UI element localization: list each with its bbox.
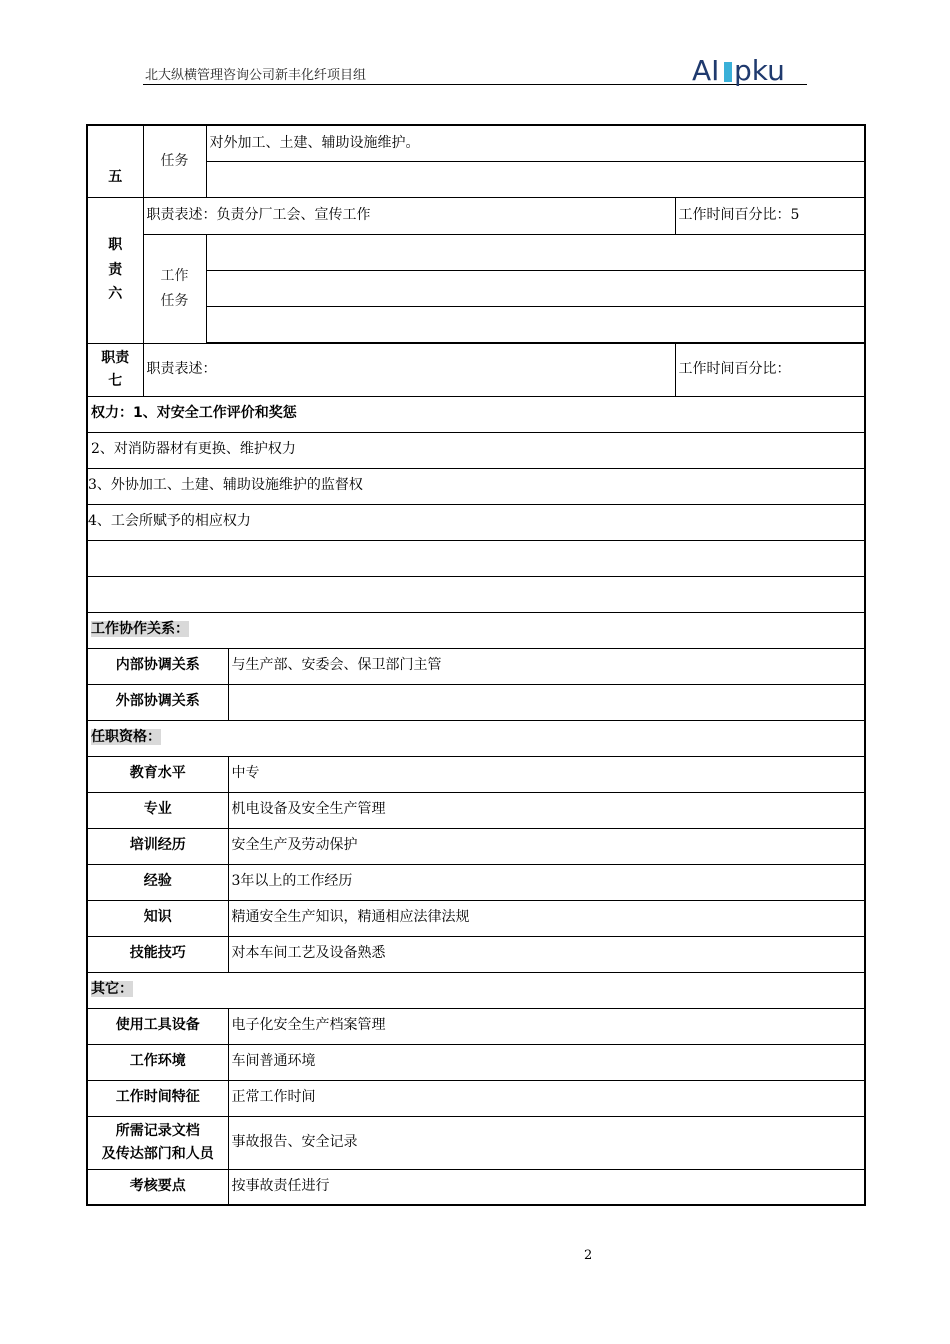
- duty6-desc: 职责表述：负责分厂工会、宣传工作: [143, 197, 675, 234]
- authority-empty-1: [87, 540, 865, 576]
- qual-value-skills: 对本车间工艺及设备熟悉: [228, 936, 865, 972]
- qual-label-major: 专业: [87, 792, 228, 828]
- duty5-task-line2: [206, 161, 865, 197]
- qual-label-knowledge: 知识: [87, 900, 228, 936]
- other-title: [87, 972, 865, 1008]
- page-number: 2: [584, 1248, 593, 1263]
- qual-value-training: 安全生产及劳动保护: [228, 828, 865, 864]
- duty6-label: 职 责 六: [87, 197, 143, 343]
- relations-label-external: 外部协调关系: [87, 684, 228, 720]
- duty5-label: 五: [87, 125, 143, 197]
- duty6-task-line1: [206, 234, 865, 270]
- qual-label-education: 教育水平: [87, 756, 228, 792]
- qual-value-education: 中专: [228, 756, 865, 792]
- qual-label-skills: 技能技巧: [87, 936, 228, 972]
- other-label-assessment: 考核要点: [87, 1169, 228, 1205]
- duty5-task-label: 任务: [143, 125, 206, 197]
- other-value-records: 事故报告、安全记录: [228, 1116, 865, 1169]
- other-value-tools: 电子化安全生产档案管理: [228, 1008, 865, 1044]
- authority-empty-2: [87, 576, 865, 612]
- other-label-records: 所需记录文档 及传达部门和人员: [87, 1116, 228, 1169]
- other-label-worktime: 工作时间特征: [87, 1080, 228, 1116]
- duty7-desc: 职责表述：: [143, 343, 675, 396]
- duty6-task-line2: [206, 270, 865, 306]
- duty6-task-label: 工作 任务: [143, 234, 206, 343]
- duty7-time-pct: 工作时间百分比：: [675, 343, 865, 396]
- alpku-logo: [690, 50, 810, 90]
- relations-value-internal: 与生产部、安委会、保卫部门主管: [228, 648, 865, 684]
- qual-value-major: 机电设备及安全生产管理: [228, 792, 865, 828]
- duty5-task-line1: 对外加工、土建、辅助设施维护。: [206, 125, 865, 161]
- qual-label-experience: 经验: [87, 864, 228, 900]
- qual-label-training: 培训经历: [87, 828, 228, 864]
- other-title-text: 其它：: [91, 981, 133, 998]
- other-label-tools: 使用工具设备: [87, 1008, 228, 1044]
- qualifications-title-text: 任职资格：: [91, 729, 161, 746]
- qual-value-experience: 3年以上的工作经历: [228, 864, 865, 900]
- other-value-worktime: 正常工作时间: [228, 1080, 865, 1116]
- qualifications-title: [87, 720, 865, 756]
- relations-label-internal: 内部协调关系: [87, 648, 228, 684]
- authority-item-2: 2、对消防器材有更换、维护权力: [87, 432, 865, 468]
- duty6-time-pct: 工作时间百分比：5: [675, 197, 865, 234]
- logo-text-left: AI: [692, 54, 720, 87]
- relations-value-external: [228, 684, 865, 720]
- logo-accent-bar: [724, 62, 732, 82]
- relations-title: [87, 612, 865, 648]
- authority-item-3: 3、外协加工、土建、辅助设施维护的监督权: [87, 468, 865, 504]
- job-description-table: [86, 124, 866, 1206]
- qual-value-knowledge: 精通安全生产知识，精通相应法律法规: [228, 900, 865, 936]
- duty7-label: 职责 七: [87, 343, 143, 396]
- other-value-environment: 车间普通环境: [228, 1044, 865, 1080]
- header-company: 北大纵横管理咨询公司新丰化纤项目组: [145, 68, 367, 83]
- other-value-assessment: 按事故责任进行: [228, 1169, 865, 1205]
- authority-item-4: 4、工会所赋予的相应权力: [87, 504, 865, 540]
- duty6-task-line3: [206, 306, 865, 342]
- logo-text-right: pku: [734, 54, 785, 87]
- authority-title: 权力：1、对安全工作评价和奖惩: [87, 396, 865, 432]
- relations-title-text: 工作协作关系：: [91, 621, 189, 638]
- other-label-environment: 工作环境: [87, 1044, 228, 1080]
